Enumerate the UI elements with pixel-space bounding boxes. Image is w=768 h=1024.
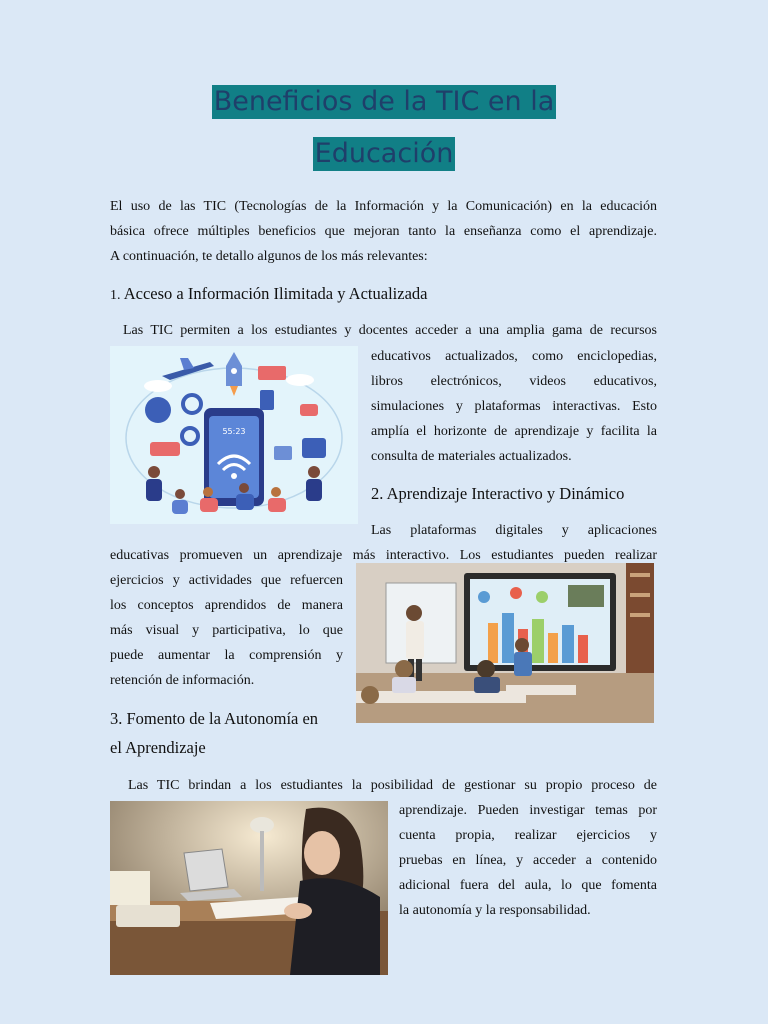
section2-line-7: retención de información. <box>110 673 255 688</box>
section3-line-6: la autonomía y la responsabilidad. <box>399 903 591 918</box>
page-title-line-2 <box>0 137 768 171</box>
section1-heading <box>110 279 427 311</box>
student-studying-photo <box>110 801 388 975</box>
section1-line-4: simulaciones y plataformas interactivas. Esto <box>371 399 657 414</box>
section1-line-2: educativos actualizados, como enciclopedias, <box>371 349 657 364</box>
section1-line-5: amplía el horizonte de aprendizaje y facilita la <box>371 424 657 439</box>
section2-heading: 2. Aprendizaje Interactivo y Dinámico <box>371 484 625 503</box>
section3-heading-line-1: 3. Fomento de la Autonomía en <box>110 709 319 728</box>
page-title-line-1 <box>0 85 768 119</box>
section1-heading-text: Acceso a Información Ilimitada y Actualizada <box>123 284 428 303</box>
section1-line-1: Las TIC permiten a los estudiantes y docentes acceder a una amplia gama de recursos <box>123 323 657 338</box>
section1-line-6: consulta de materiales actualizados. <box>371 449 572 464</box>
section3-heading-line-2: el Aprendizaje <box>110 738 206 757</box>
section3-line-1: Las TIC brindan a los estudiantes la posibilidad de gestionar su propio proceso de <box>128 778 657 793</box>
section2-line-3: ejercicios y actividades que refuercen <box>110 573 343 588</box>
section1-number: 1. <box>110 288 121 303</box>
section2-line-5: más visual y participativa, lo que <box>110 623 343 638</box>
section2-line-2: educativas promueven un aprendizaje más interactivo. Los estudiantes pueden realizar <box>110 548 657 563</box>
section3-line-3: cuenta propia, realizar ejercicios y <box>399 828 657 843</box>
classroom-photo <box>356 563 654 723</box>
section1-line-3: libros electrónicos, videos educativos, <box>371 374 657 389</box>
section3-line-2: aprendizaje. Pueden investigar temas por <box>399 803 657 818</box>
title-text-2: Educación <box>314 138 454 169</box>
intro-line-2: básica ofrece múltiples beneficios que mejoran tanto la enseñanza como el aprendizaje. <box>110 224 657 239</box>
section2-line-6: puede aumentar la comprensión y <box>110 648 343 663</box>
phone-time: 55:23 <box>222 427 246 436</box>
section2-line-1: Las plataformas digitales y aplicaciones <box>371 523 657 538</box>
intro-line-3: A continuación, te detallo algunos de los más relevantes: <box>110 249 428 264</box>
intro-line-1: El uso de las TIC (Tecnologías de la Información y la Comunicación) en la educación <box>110 199 657 214</box>
tic-illustration-image <box>110 346 358 524</box>
section3-line-4: pruebas en línea, y acceder a contenido <box>399 853 657 868</box>
section3-line-5: adicional fuera del aula, lo que fomenta <box>399 878 657 893</box>
section2-line-4: los conceptos aprendidos de manera <box>110 598 343 613</box>
title-text-1: Beneficios de la TIC en la <box>213 86 555 117</box>
